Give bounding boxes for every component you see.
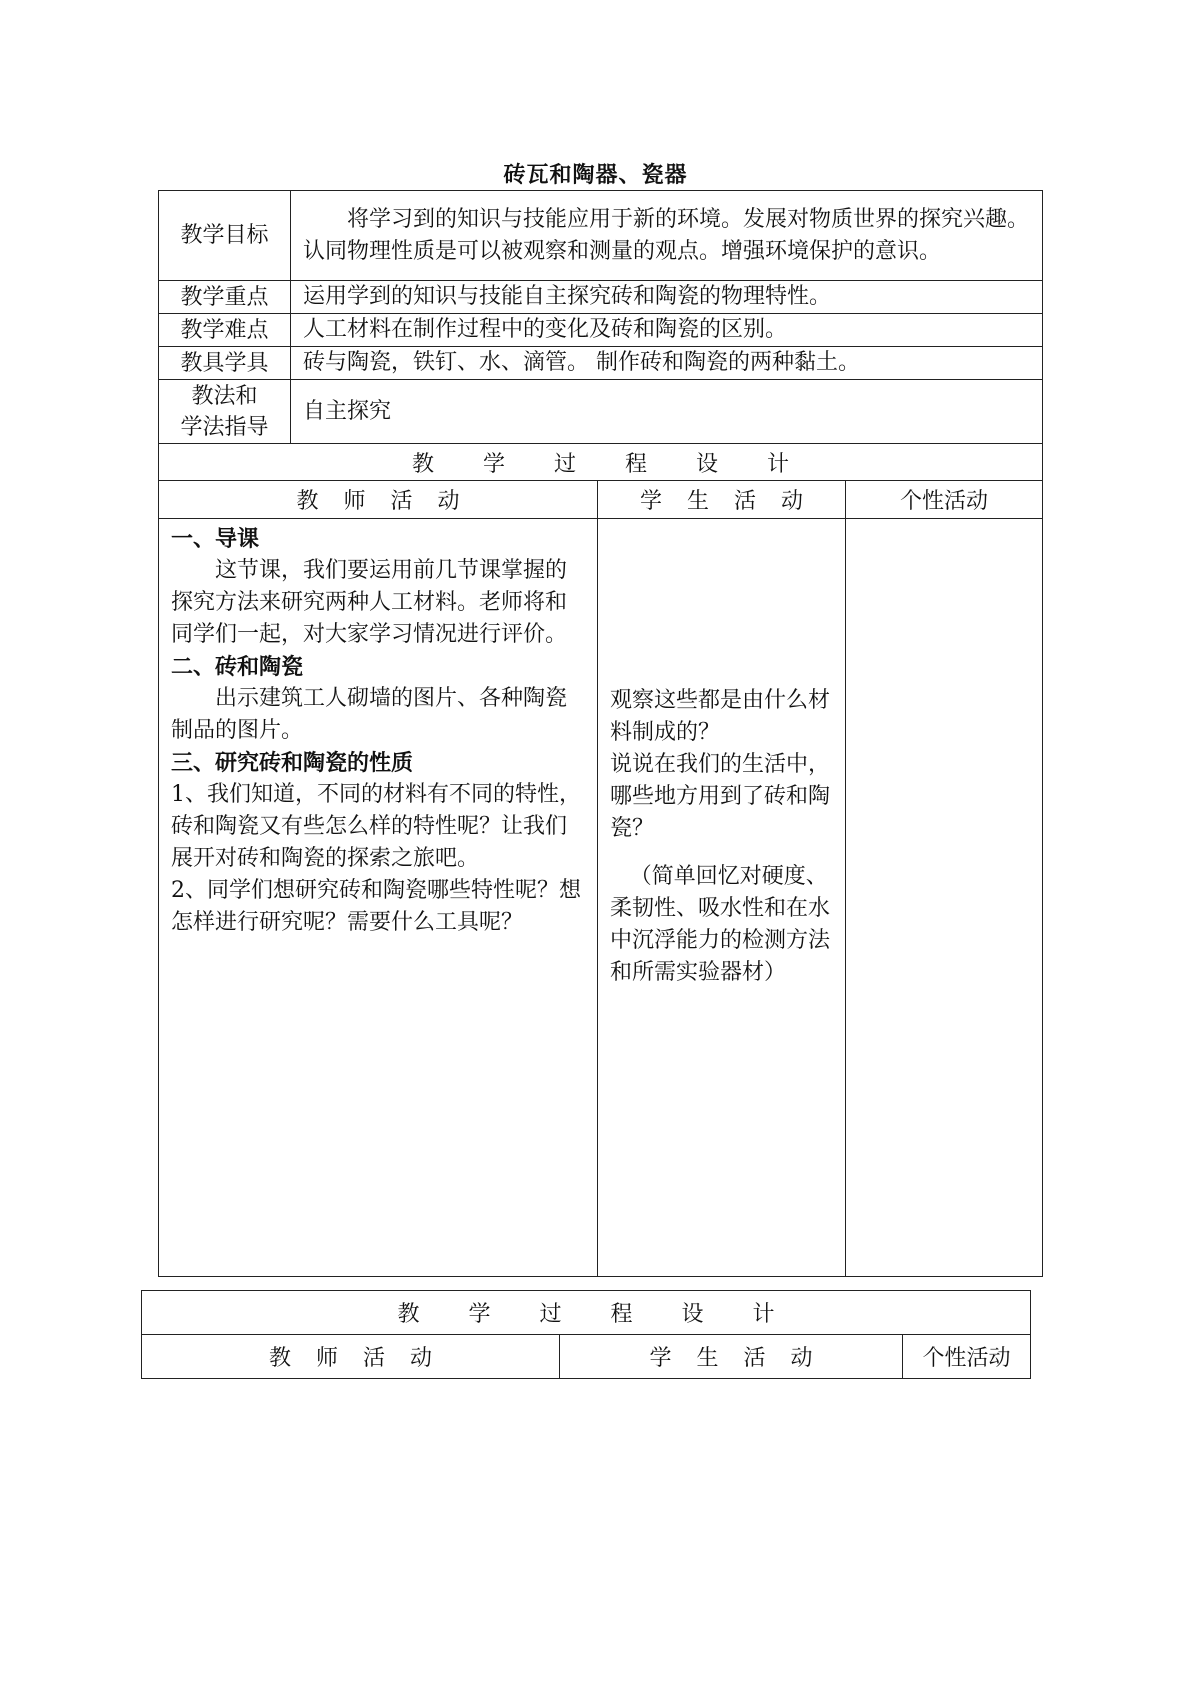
individual-activity-cell [846, 519, 1043, 1277]
individual-activity-header-continued: 个性活动 [903, 1335, 1031, 1379]
method-label [159, 380, 291, 444]
goal-label: 教学目标 [159, 191, 291, 281]
difficulty-text: 人工材料在制作过程中的变化及砖和陶瓷的区别。 [291, 314, 1043, 347]
teacher-activity-cell [159, 519, 598, 1277]
individual-activity-header: 个性活动 [846, 481, 1043, 519]
lesson-plan-table [158, 190, 1043, 1277]
section-3-paragraph-2: 2、同学们想研究砖和陶瓷哪些特性呢？想怎样进行研究呢？需要什么工具呢？ [171, 878, 581, 935]
student-paragraph-3: （简单回忆对硬度、柔韧性、吸水性和在水中沉浮能力的检测方法和所需实验器材） [610, 864, 831, 985]
section-1-heading: 一、导课 [171, 526, 260, 552]
document-title: 砖瓦和陶器、瓷器 [503, 162, 688, 188]
lesson-plan-table-continued [141, 1290, 1031, 1379]
process-title: 教 学 过 程 设 计 [159, 444, 1043, 481]
teacher-activity-header: 教 师 活 动 [159, 481, 598, 519]
student-paragraph-2: 说说在我们的生活中，哪些地方用到了砖和陶瓷？ [610, 752, 831, 841]
student-activity-header: 学 生 活 动 [598, 481, 846, 519]
process-title-continued: 教 学 过 程 设 计 [142, 1291, 1031, 1335]
tools-label: 教具学具 [159, 347, 291, 380]
method-text: 自主探究 [291, 380, 1043, 444]
difficulty-label: 教学难点 [159, 314, 291, 347]
section-2-text: 出示建筑工人砌墙的图片、各种陶瓷制品的图片。 [171, 686, 568, 743]
section-3-paragraph-1: 1、我们知道，不同的材料有不同的特性，砖和陶瓷又有些怎么样的特性呢？让我们展开对砖和陶瓷的探索之旅吧。 [171, 782, 581, 871]
focus-text: 运用学到的知识与技能自主探究砖和陶瓷的物理特性。 [291, 281, 1043, 314]
goal-text: 将学习到的知识与技能应用于新的环境。发展对物质世界的探究兴趣。认同物理性质是可以被观察和测量的观点。增强环境保护的意识。 [291, 191, 1043, 281]
student-paragraph-1: 观察这些都是由什么材料制成的？ [610, 688, 831, 745]
student-activity-header-continued: 学 生 活 动 [560, 1335, 903, 1379]
section-3-heading: 三、研究砖和陶瓷的性质 [171, 750, 414, 776]
method-label-line-1: 教法和 [191, 383, 258, 409]
student-activity-cell [598, 519, 846, 1277]
focus-label: 教学重点 [159, 281, 291, 314]
method-label-line-2: 学法指导 [180, 414, 269, 440]
teacher-activity-header-continued: 教 师 活 动 [142, 1335, 560, 1379]
section-1-text: 这节课，我们要运用前几节课掌握的探究方法来研究两种人工材料。老师将和同学们一起，对大家学习情况进行评价。 [171, 558, 568, 647]
section-2-heading: 二、砖和陶瓷 [171, 654, 304, 680]
tools-text: 砖与陶瓷，铁钉、水、滴管。 制作砖和陶瓷的两种黏土。 [291, 347, 1043, 380]
